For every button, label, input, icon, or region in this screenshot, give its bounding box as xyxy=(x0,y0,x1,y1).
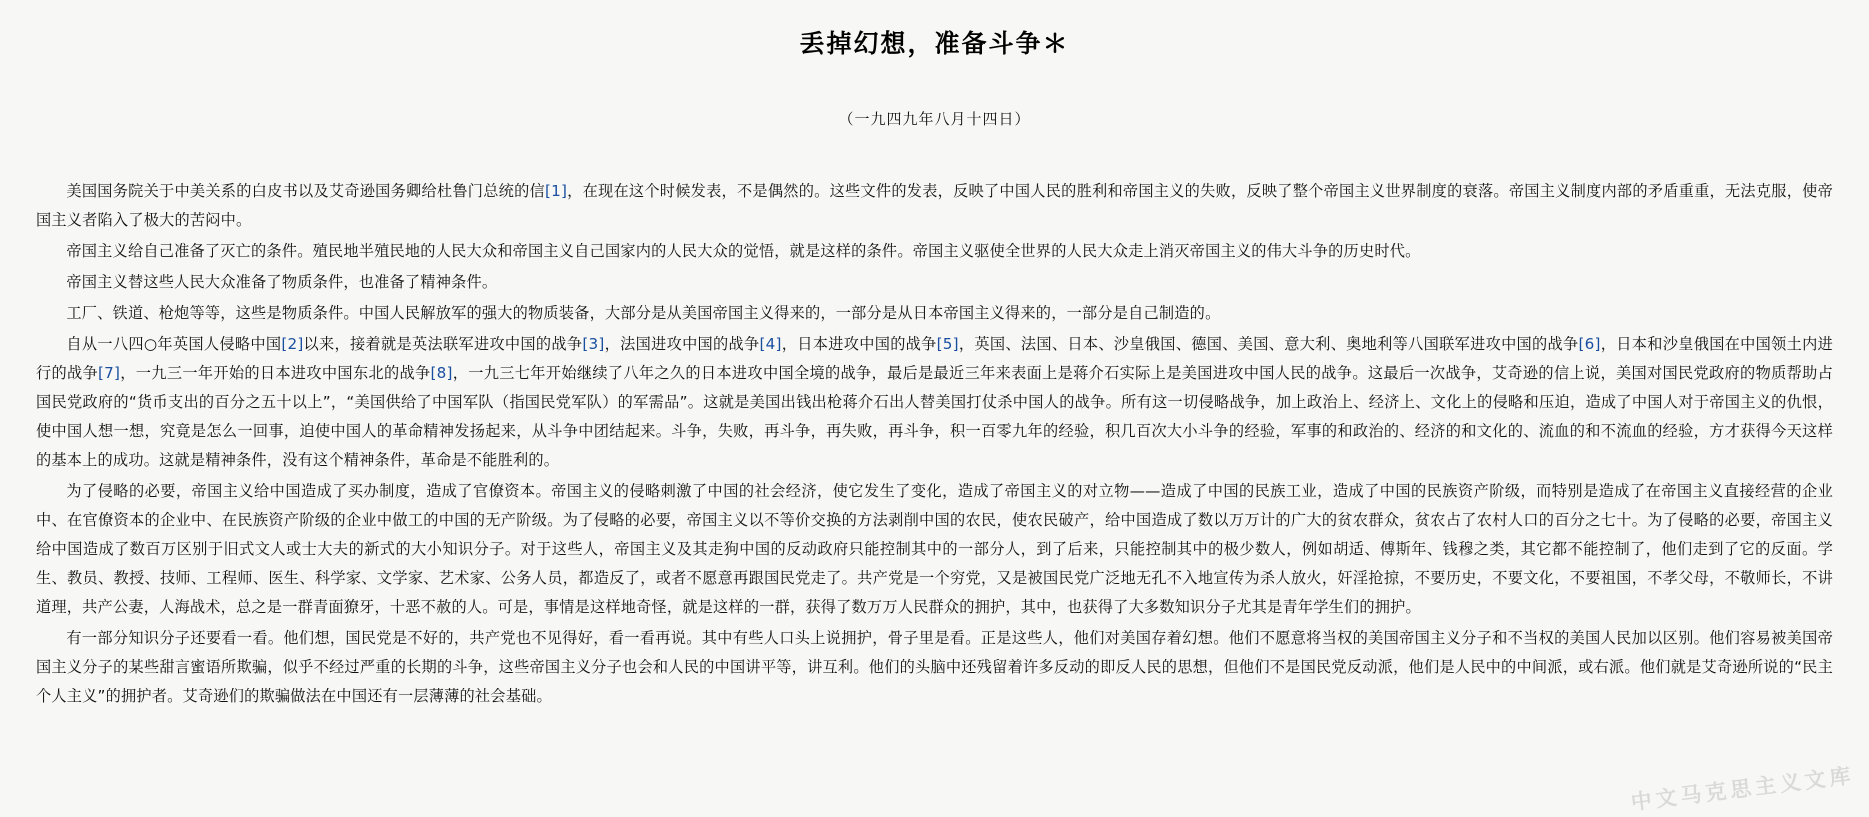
paragraph: 工厂、铁道、枪炮等等，这些是物质条件。中国人民解放军的强大的物质装备，大部分是从美国帝国主义得来的，一部分是从日本帝国主义得来的，一部分是自己制造的。 xyxy=(66,304,1221,322)
paragraph: 为了侵略的必要，帝国主义给中国造成了买办制度，造成了官僚资本。帝国主义的侵略刺激了中国的社会经济，使它发生了变化，造成了帝国主义的对立物——造成了中国的民族工业，造成了中国的民族资产阶级，而特别是造成了在帝国主义直接经营的企业中、在官僚资本的企业中、在民族资产阶级的企业中做工的中国的无产阶级。为了侵略的必要，帝国主义以不等价交换的方法剥削中国的农民，使农民破产，给中国造成了数以万万计的广大的贫农群众，贫农占了农村人口的百分之七十。为了侵略的必要，帝国主义给中国造成了数百万区别于旧式文人或士大夫的新式的大小知识分子。对于这些人，帝国主义及其走狗中国的反动政府只能控制其中的一部分人，到了后来，只能控制其中的极少数人，例如胡适、傅斯年、钱穆之类，其它都不能控制了，他们走到了它的反面。学生、教员、教授、技师、工程师、医生、科学家、文学家、艺术家、公务人员，都造反了，或者不愿意再跟国民党走了。共产党是一个穷党，又是被国民党广泛地无孔不入地宣传为杀人放火，奸淫抢掠，不要历史，不要文化，不要祖国，不孝父母，不敬师长，不讲道理，共产公妻，人海战术，总之是一群青面獠牙，十恶不赦的人。可是，事情是这样地奇怪，就是这样的一群，获得了数万万人民群众的拥护，其中，也获得了大多数知识分子尤其是青年学生们的拥护。 xyxy=(36,482,1833,616)
watermark: 中文马克思主义文库 xyxy=(1629,763,1856,815)
paragraph: 帝国主义给自己准备了灭亡的条件。殖民地半殖民地的人民大众和帝国主义自己国家内的人民大众的觉悟，就是这样的条件。帝国主义驱使全世界的人民大众走上消灭帝国主义的伟大斗争的历史时代。 xyxy=(66,242,1421,260)
footnote-ref[interactable]: [6] xyxy=(1578,335,1601,353)
footnote-ref[interactable]: [4] xyxy=(759,335,782,353)
footnote-ref[interactable]: [2] xyxy=(281,335,304,353)
paragraph: 自从一八四○年英国人侵略中国[2]以来，接着就是英法联军进攻中国的战争[3]，法国进攻中国的战争[4]，日本进攻中国的战争[5]，英国、法国、日本、沙皇俄国、德国、美国、意大利、奥地利等八国联军进攻中国的战争[6]，日本和沙皇俄国在中国领土内进行的战争[7]，一九三一年开始的日本进攻中国东北的战争[8]，一九三七年开始继续了八年之久的日本进攻中国全境的战争，最后是最近三年来表面上是蒋介石实际上是美国进攻中国人民的战争。这最后一次战争，艾奇逊的信上说，美国对国民党政府的物质帮助占国民党政府的“货币支出的百分之五十以上”，“美国供给了中国军队（指国民党军队）的军需品”。这就是美国出钱出枪蒋介石出人替美国打仗杀中国人的战争。所有这一切侵略战争，加上政治上、经济上、文化上的侵略和压迫，造成了中国人对于帝国主义的仇恨，使中国人想一想，究竟是怎么一回事，迫使中国人的革命精神发扬起来，从斗争中团结起来。斗争，失败，再斗争，再失败，再斗争，积一百零九年的经验，积几百次大小斗争的经验，军事的和政治的、经济的和文化的、流血的和不流血的经验，方才获得今天这样的基本上的成功。这就是精神条件，没有这个精神条件，革命是不能胜利的。 xyxy=(36,335,1834,469)
footnote-ref[interactable]: [5] xyxy=(936,335,959,353)
document-body xyxy=(0,129,1869,711)
footnote-ref[interactable]: [1] xyxy=(544,182,568,200)
document-date: （一九四九年八月十四日） xyxy=(838,110,1031,128)
footnote-ref[interactable]: [8] xyxy=(430,364,453,382)
page-title: 丢掉幻想，准备斗争＊ xyxy=(799,29,1070,58)
footnote-ref[interactable]: [7] xyxy=(98,364,121,382)
paragraph: 帝国主义替这些人民大众准备了物质条件，也准备了精神条件。 xyxy=(66,273,498,291)
paragraph: 有一部分知识分子还要看一看。他们想，国民党是不好的，共产党也不见得好，看一看再说。其中有些人口头上说拥护，骨子里是看。正是这些人，他们对美国存着幻想。他们不愿意将当权的美国帝国主义分子和不当权的美国人民加以区别。他们容易被美国帝国主义分子的某些甜言蜜语所欺骗，似乎不经过严重的长期的斗争，这些帝国主义分子也会和人民的中国讲平等，讲互利。他们的头脑中还残留着许多反动的即反人民的思想，但他们不是国民党反动派，他们是人民中的中间派，或右派。他们就是艾奇逊所说的“民主个人主义”的拥护者。艾奇逊们的欺骗做法在中国还有一层薄薄的社会基础。 xyxy=(36,629,1833,705)
footnote-ref[interactable]: [3] xyxy=(582,335,605,353)
paragraph: 美国国务院关于中美关系的白皮书以及艾奇逊国务卿给杜鲁门总统的信[1]，在现在这个时候发表，不是偶然的。这些文件的发表，反映了中国人民的胜利和帝国主义的失败，反映了整个帝国主义世界制度的衰落。帝国主义制度内部的矛盾重重，无法克服，使帝国主义者陷入了极大的苦闷中。 xyxy=(36,182,1833,229)
